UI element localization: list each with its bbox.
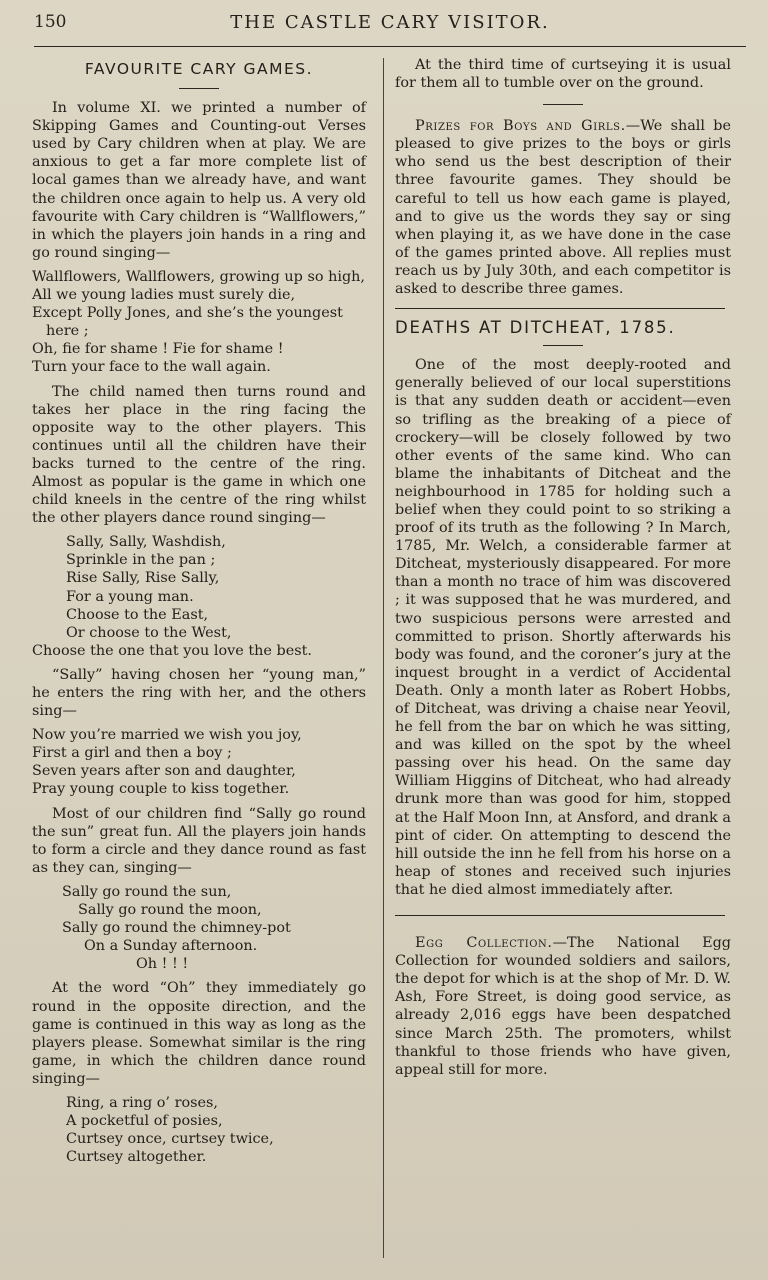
ring-verse [32, 1094, 366, 1166]
deaths-heading: DEATHS AT DITCHEAT, 1785. [395, 318, 676, 338]
games-paragraph: “Sally” having chosen her “young man,” he enters the ring with her, and the others sing— [32, 666, 366, 720]
page-header [34, 12, 746, 36]
games-paragraph: At the word “Oh” they immediately go round in the opposite direction, and the game is continued in this way as long as the players please. Somewhat similar is the ring game, in which the children dance round singing— [32, 980, 366, 1087]
short-rule [543, 104, 583, 105]
running-title: THE CASTLE CARY VISITOR. [230, 12, 550, 33]
verse-line: Or choose to the West, [66, 624, 232, 641]
short-rule [543, 345, 583, 346]
verse-line: Oh ! ! ! [136, 956, 189, 973]
verse-line: Oh, fie for shame ! Fie for shame ! [32, 341, 284, 358]
prizes-lead: Prizes for Boys and Girls. [415, 118, 626, 135]
header-rule [34, 46, 746, 47]
curtsey-paragraph: At the third time of curtseying it is usual for them all to tumble over on the ground. [395, 57, 731, 92]
short-rule [179, 88, 219, 89]
prizes-paragraph [395, 117, 731, 298]
column-divider [383, 58, 384, 1258]
verse-line: Curtsey altogether. [66, 1149, 207, 1166]
verse-line: Rise Sally, Rise Sally, [66, 570, 220, 587]
verse-line: First a girl and then a boy ; [32, 745, 232, 762]
section-rule [395, 308, 725, 309]
verse-line: For a young man. [66, 588, 194, 605]
verse-line: A pocketful of posies, [66, 1113, 223, 1130]
prizes-text: —We shall be pleased to give prizes to the boys or girls who send us the best description of their three favourite games. They should be careful to tell us how each game is played, and to give us the words they say or sing when playing it, as we have done in the case of the games printed above. All replies must reach us by July 30th, and each competitor is asked to describe three games. [395, 118, 731, 298]
verse-line: All we young ladies must surely die, [32, 287, 296, 304]
married-verse [32, 726, 366, 798]
verse-line: Ring, a ring o’ roses, [66, 1094, 218, 1111]
sally-verse [32, 533, 366, 660]
right-column [395, 56, 731, 1085]
page-number: 150 [34, 12, 67, 32]
verse-line: On a Sunday afternoon. [84, 938, 258, 955]
verse-line: Pray young couple to kiss together. [32, 781, 290, 798]
verse-line: Wallflowers, Wallflowers, growing up so high, [32, 268, 365, 285]
section-rule [395, 915, 725, 916]
egg-lead: Egg Collection. [415, 935, 553, 952]
egg-paragraph [395, 934, 731, 1079]
verse-line: Seven years after son and daughter, [32, 763, 296, 780]
wallflowers-verse [32, 268, 366, 377]
verse-line: Now you’re married we wish you joy, [32, 727, 302, 744]
verse-line: Choose to the East, [66, 606, 209, 623]
sun-verse [32, 883, 366, 973]
verse-line: Turn your face to the wall again. [32, 359, 271, 376]
verse-line: Sally go round the chimney-pot [62, 920, 291, 937]
games-heading: FAVOURITE CARY GAMES. [84, 60, 314, 78]
verse-line: Choose the one that you love the best. [32, 642, 312, 659]
games-paragraph: Most of our children find “Sally go round the sun” great fun. All the players join hands to form a circle and they dance round as fast as they can, singing— [32, 805, 366, 876]
left-column [32, 56, 366, 1172]
games-intro: In volume XI. we printed a number of Skipping Games and Counting-out Verses used by Cary children when at play. We are anxious to get a far more complete list of local games than we already have, and want the children once again to help us. A very old favourite with Cary children is “Wallflowers,” in which the players join hands in a ring and go round singing— [32, 100, 366, 261]
verse-line: Except Polly Jones, and she’s the youngest here ; [32, 305, 343, 340]
deaths-paragraph: One of the most deeply-rooted and generally believed of our local superstitions is that any sudden death or accident—even so trifling as the breaking of a piece of crockery—will be closely followed by two other events of the same kind. Who can blame the inhabitants of Ditcheat and the neighbourhood in 1785 for holding such a belief when they could point to so striking a proof of its truth as the following ? In March, 1785, Mr. Welch, a considerable farmer at Ditcheat, mysteriously disappeared. For more than a month no trace of him was discovered ; it was supposed that he was murdered, and two suspicious persons were arrested and committed to prison. Shortly afterwards his body was found, and the coroner’s jury at the inquest brought in a verdict of Accidental Death. Only a month later as Robert Hobbs, of Ditcheat, was driving a chaise near Yeovil, he fell from the bar on which he was sitting, and was killed on the spot by the wheel passing over his head. On the same day William Higgins of Ditcheat, who had already drunk more than was good for him, stopped at the Half Moon Inn, at Ansford, and drank a pint of cider. On attempting to descend the hill outside the inn he fell from his horse on a heap of stones and received such injuries that he died almost immediately after. [395, 357, 731, 898]
verse-line: Sally, Sally, Washdish, [66, 534, 226, 551]
verse-line: Curtsey once, curtsey twice, [66, 1131, 274, 1148]
verse-line: Sprinkle in the pan ; [66, 552, 216, 569]
verse-line: Sally go round the sun, [62, 883, 232, 900]
egg-text: —The National Egg Collection for wounded soldiers and sailors, the depot for which is at the shop of Mr. D. W. Ash, Fore Street, is doing good service, as already 2,016 eggs have been despatched since March 25th. The promoters, whilst thankful to those friends who have given, appeal still for more. [395, 935, 732, 1078]
verse-line: Sally go round the moon, [78, 902, 262, 919]
games-paragraph: The child named then turns round and takes her place in the ring facing the opposite way to the other players. This continues until all the children have their backs turned to the centre of the ring. Almost as popular is the game in which one child kneels in the centre of the ring whilst the other players dance round singing— [32, 383, 366, 527]
